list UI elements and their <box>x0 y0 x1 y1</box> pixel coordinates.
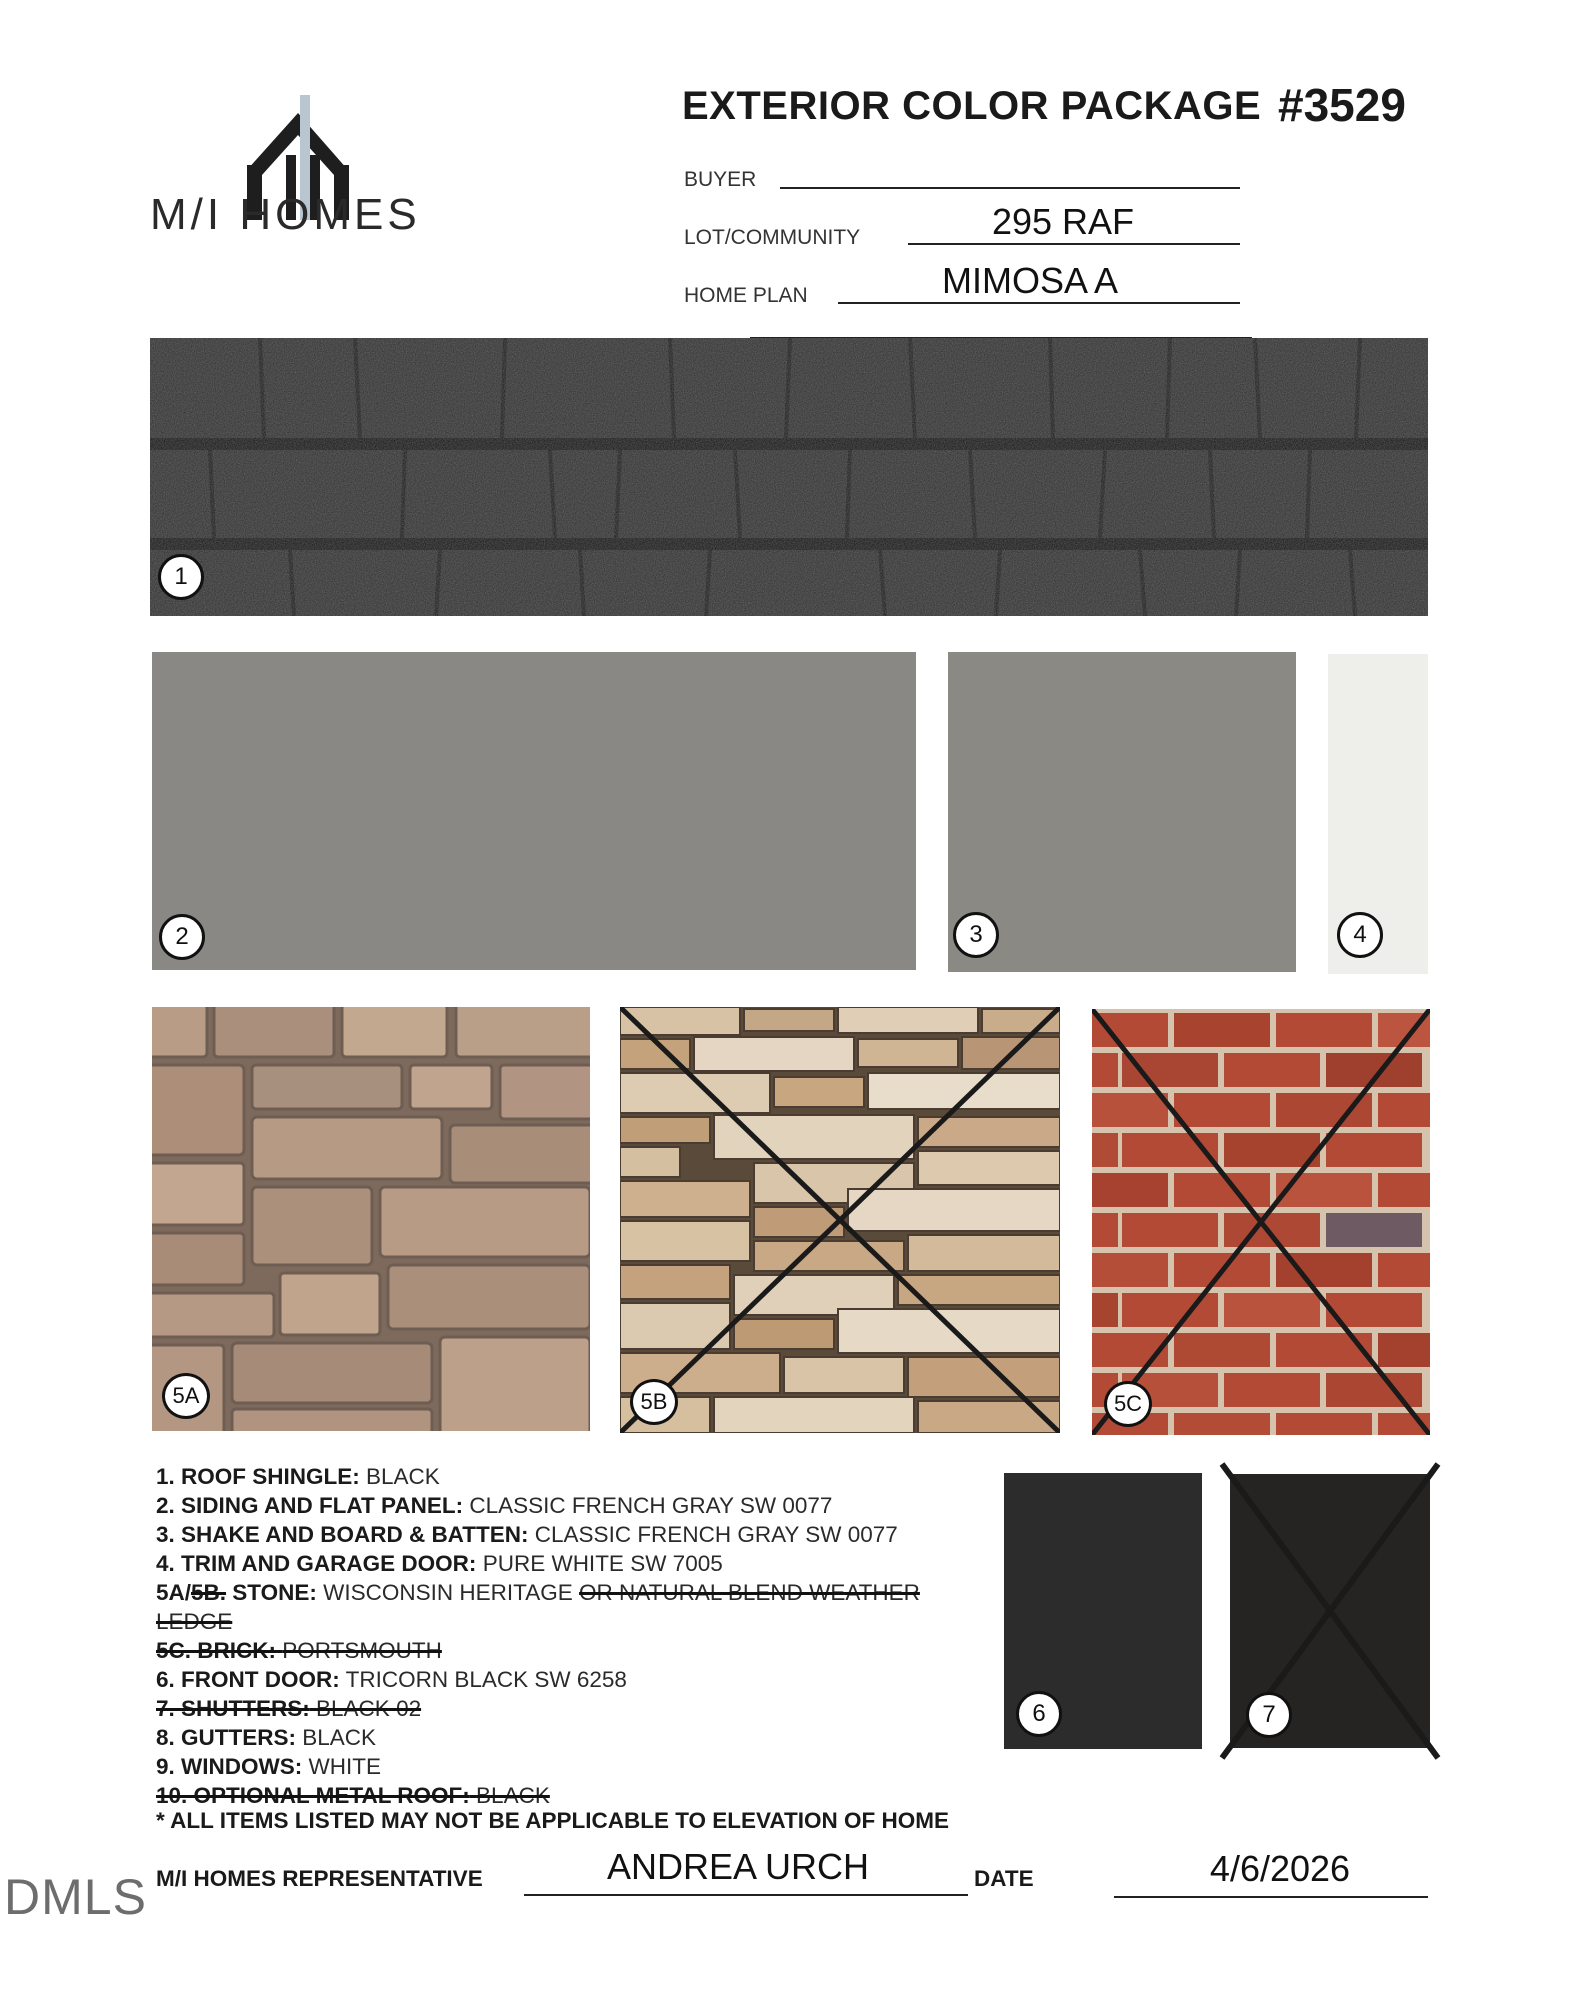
lot-label: LOT/COMMUNITY <box>684 226 861 249</box>
spec-stone-continued: LEDGE <box>156 1609 233 1634</box>
swatch-number-badge: 1 <box>158 554 204 600</box>
spec-stone: 5A/5B. STONE: WISCONSIN HERITAGE OR NATURAL BLEND WEATHER <box>156 1580 920 1605</box>
swatch-number-badge: 3 <box>953 912 999 958</box>
spec-shake: 3. SHAKE AND BOARD & BATTEN: CLASSIC FRENCH GRAY SW 0077 <box>156 1522 898 1547</box>
representative-label: M/I HOMES REPRESENTATIVE <box>156 1866 483 1891</box>
lot-value: 295 RAF <box>991 201 1135 242</box>
plan-line <box>838 302 1240 304</box>
mls-watermark: DMLS <box>4 1869 147 1925</box>
plan-value: MIMOSA A <box>941 260 1119 301</box>
package-number: #3529 <box>1278 79 1406 131</box>
swatch-number-badge: 4 <box>1337 912 1383 958</box>
stone-5a-swatch <box>152 1007 590 1431</box>
shutters-swatch <box>1218 1460 1442 1762</box>
page-title: EXTERIOR COLOR PACKAGE <box>682 84 1262 128</box>
stone-texture <box>152 1007 590 1431</box>
buyer-line <box>780 187 1240 189</box>
lot-line <box>908 243 1240 245</box>
swatch-number-badge: 2 <box>159 914 205 960</box>
date-value: 4/6/2026 <box>1209 1848 1351 1889</box>
roof-shingle-swatch <box>150 338 1428 616</box>
date-line <box>1114 1896 1428 1898</box>
spec-front-door: 6. FRONT DOOR: TRICORN BLACK SW 6258 <box>156 1667 627 1692</box>
swatch-number-badge: 7 <box>1246 1692 1292 1738</box>
applicability-note: * ALL ITEMS LISTED MAY NOT BE APPLICABLE TO ELEVATION OF HOME <box>156 1808 949 1833</box>
spec-windows: 9. WINDOWS: WHITE <box>156 1754 382 1779</box>
plan-label: HOME PLAN <box>684 284 808 307</box>
shingle-texture <box>150 338 1428 616</box>
specifications-list <box>156 1462 1016 1810</box>
spec-shutters: 7. SHUTTERS: BLACK 02 <box>156 1696 422 1721</box>
spec-trim: 4. TRIM AND GARAGE DOOR: PURE WHITE SW 7005 <box>156 1551 723 1576</box>
siding-swatch <box>152 652 916 970</box>
date-label: DATE <box>974 1866 1034 1891</box>
stone-5b-swatch <box>620 1007 1060 1433</box>
shake-swatch <box>948 652 1296 972</box>
representative-line <box>524 1894 968 1896</box>
swatch-number-badge: 5A <box>162 1373 210 1419</box>
company-name: M/I HOMES <box>150 190 421 239</box>
swatch-number-badge: 6 <box>1016 1691 1062 1737</box>
spec-roof-shingle: 1. ROOF SHINGLE: BLACK <box>156 1464 440 1489</box>
spec-gutters: 8. GUTTERS: BLACK <box>156 1725 377 1750</box>
spec-brick: 5C. BRICK: PORTSMOUTH <box>156 1638 442 1663</box>
crossed-out-mark <box>620 1007 1060 1433</box>
buyer-label: BUYER <box>684 168 757 191</box>
swatch-number-badge: 5B <box>630 1379 678 1425</box>
trim-swatch <box>1328 654 1428 974</box>
swatch-number-badge: 5C <box>1104 1381 1152 1427</box>
spec-metal-roof: 10. OPTIONAL METAL ROOF: BLACK <box>156 1783 550 1808</box>
representative-value: ANDREA URCH <box>606 1846 870 1887</box>
spec-siding: 2. SIDING AND FLAT PANEL: CLASSIC FRENCH GRAY SW 0077 <box>156 1493 833 1518</box>
brick-5c-swatch <box>1092 1009 1430 1435</box>
crossed-out-mark <box>1092 1009 1430 1435</box>
front-door-swatch <box>1004 1473 1202 1749</box>
